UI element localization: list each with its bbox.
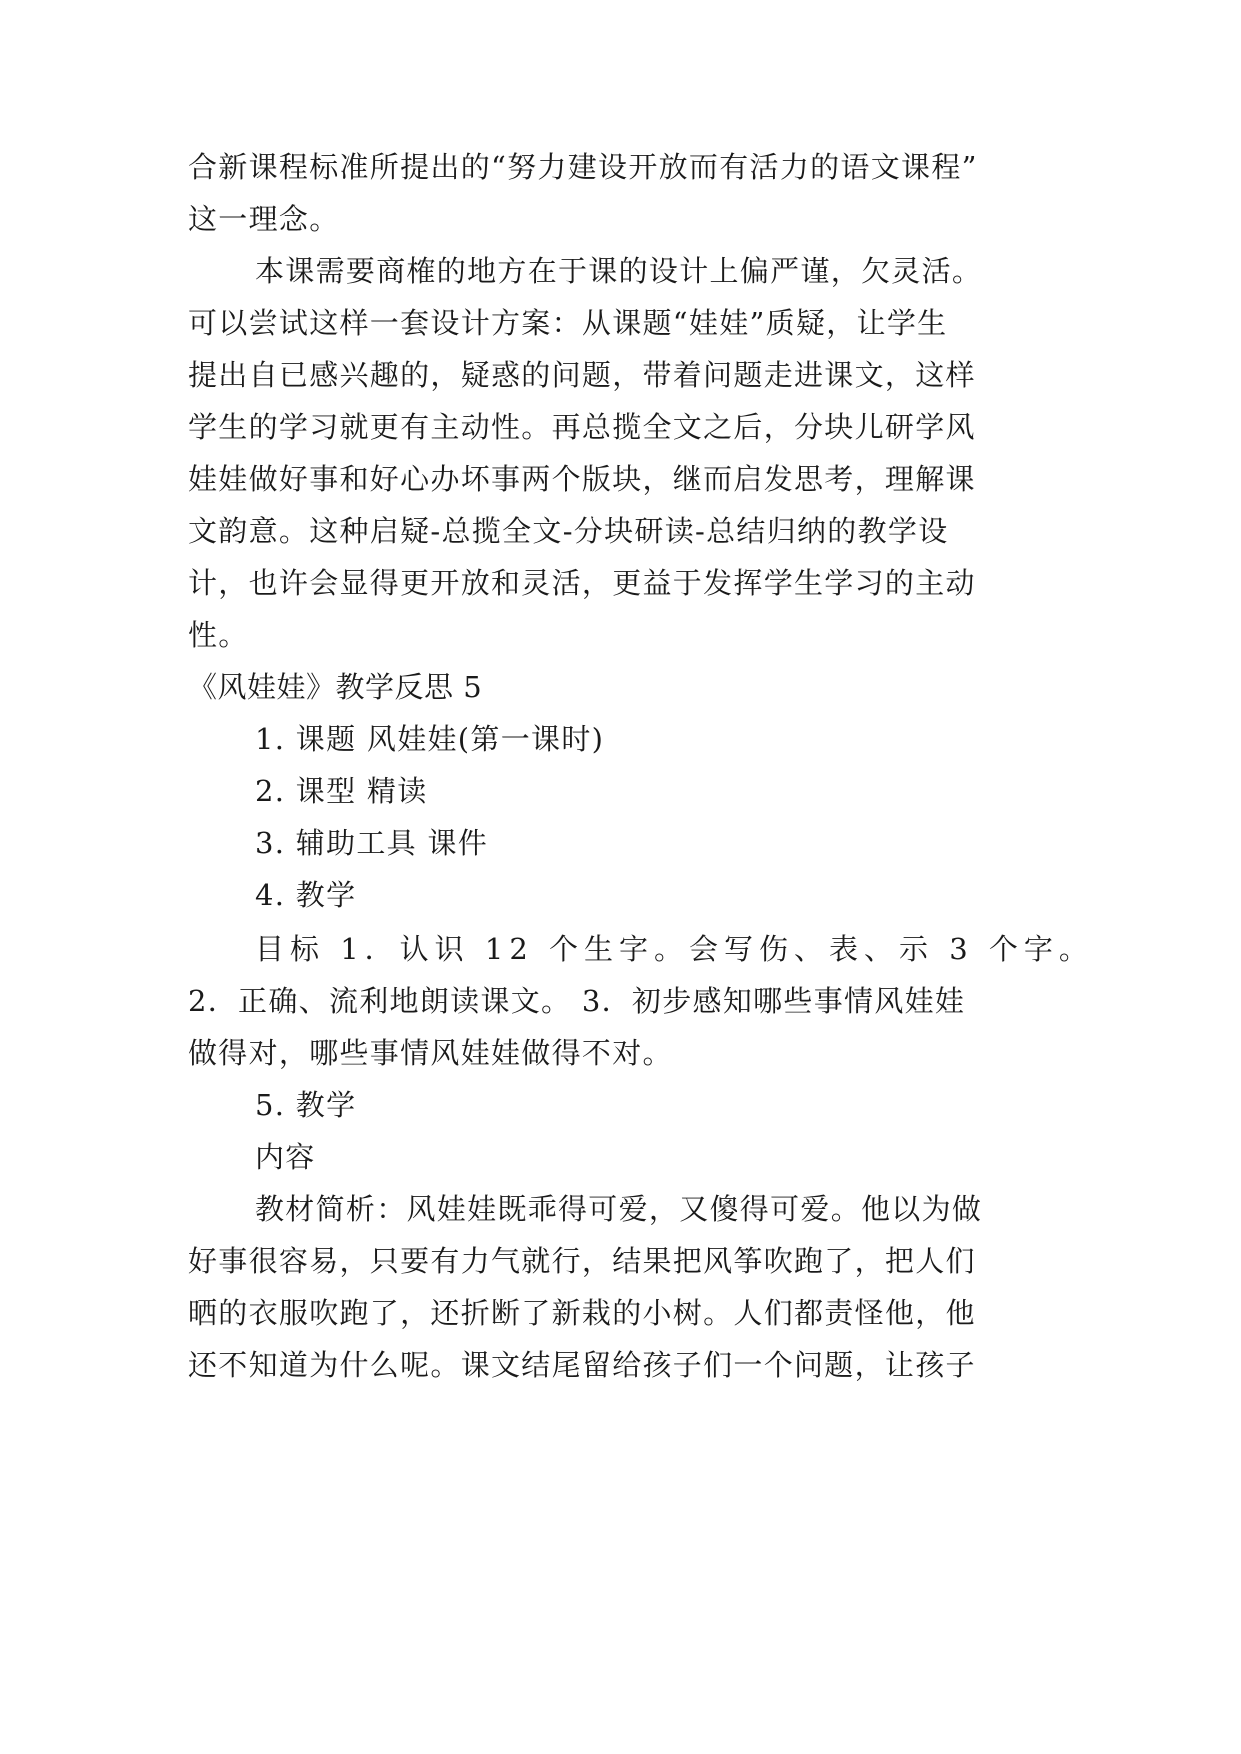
- paragraph-line: 本课需要商榷的地方在于课的设计上偏严谨，欠灵活。: [255, 254, 983, 288]
- paragraph-line: 这一理念。: [188, 202, 340, 236]
- paragraph-line: 合新课程标准所提出的“努力建设开放而有活力的语文课程”: [188, 150, 978, 184]
- paragraph-line: 学生的学习就更有主动性。再总揽全文之后，分块儿研学风: [188, 410, 976, 444]
- paragraph-line: 做得对，哪些事情风娃娃做得不对。: [188, 1036, 673, 1070]
- paragraph-line: 可以尝试这样一套设计方案：从课题“娃娃”质疑，让学生: [188, 306, 948, 340]
- paragraph-line: 娃娃做好事和好心办坏事两个版块，继而启发思考，理解课: [188, 462, 976, 496]
- paragraph-line: 目标 1．认识 12 个生字。会写伤、表、示 3 个字。: [255, 932, 1094, 966]
- paragraph-line: 提出自已感兴趣的，疑惑的问题，带着问题走进课文，这样: [188, 358, 976, 392]
- paragraph-line: 2．正确、流利地朗读课文。 3．初步感知哪些事情风娃娃: [188, 984, 966, 1018]
- paragraph-line: 教材简析：风娃娃既乖得可爱，又傻得可爱。他以为做: [255, 1192, 983, 1226]
- list-item: 3. 辅助工具 课件: [255, 826, 489, 860]
- paragraph-line: 文韵意。这种启疑-总揽全文-分块研读-总结归纳的教学设: [188, 514, 949, 548]
- list-item: 4. 教学: [255, 878, 357, 912]
- paragraph-line: 性。: [188, 618, 249, 652]
- list-item: 1. 课题 风娃娃(第一课时): [255, 722, 605, 756]
- list-item: 2. 课型 精读: [255, 774, 428, 808]
- paragraph-line: 内容: [255, 1140, 316, 1174]
- paragraph-line: 还不知道为什么呢。课文结尾留给孩子们一个问题，让孩子: [188, 1348, 976, 1382]
- section-heading: 《风娃娃》教学反思 5: [188, 670, 483, 704]
- paragraph-line: 好事很容易，只要有力气就行，结果把风筝吹跑了，把人们: [188, 1244, 976, 1278]
- paragraph-line: 晒的衣服吹跑了，还折断了新栽的小树。人们都责怪他，他: [188, 1296, 976, 1330]
- paragraph-line: 计，也许会显得更开放和灵活，更益于发挥学生学习的主动: [188, 566, 976, 600]
- list-item: 5. 教学: [255, 1088, 357, 1122]
